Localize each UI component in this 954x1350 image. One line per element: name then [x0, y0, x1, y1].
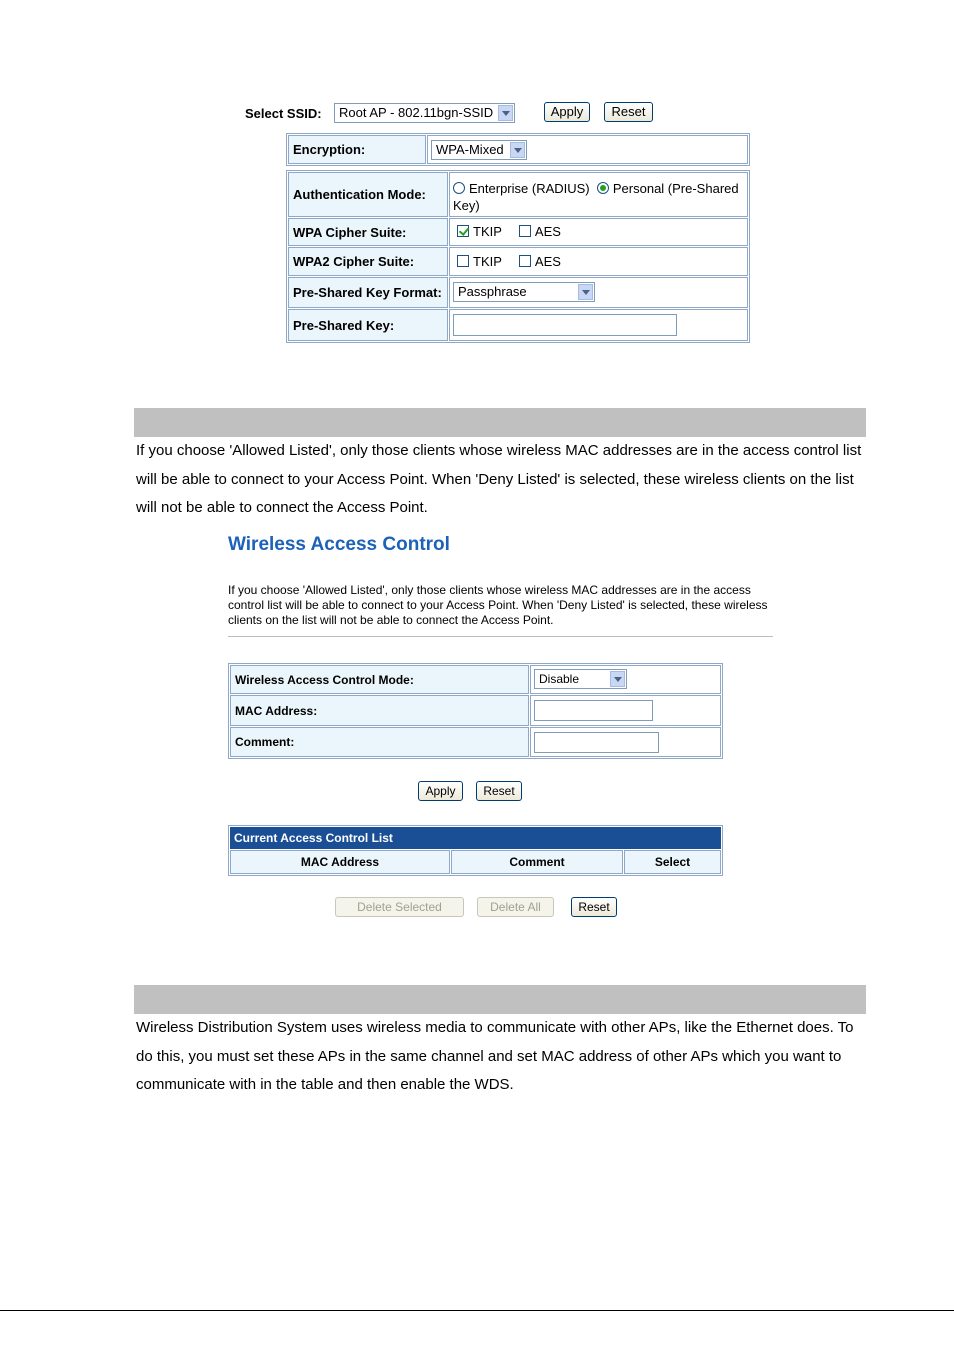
list-reset-button[interactable]: Reset: [571, 897, 617, 917]
psk-input[interactable]: [453, 314, 677, 336]
delete-selected-button[interactable]: Delete Selected: [335, 897, 464, 917]
section-header-bar: [134, 985, 866, 1014]
wpa-cipher-label: WPA Cipher Suite:: [288, 218, 448, 246]
access-control-paragraph: If you choose 'Allowed Listed', only those clients whose wireless MAC addresses are in the access control list will be able to connect to your Access Point. When 'Deny Listed' is selected, these wireless clients on the list will not be able to connect the Access Point.: [136, 442, 862, 516]
wac-mac-label: MAC Address:: [230, 695, 529, 726]
chevron-down-icon: [578, 284, 593, 300]
encryption-select-value: WPA-Mixed: [436, 142, 504, 157]
wpa2-tkip-checkbox[interactable]: [457, 255, 469, 267]
auth-mode-label: Authentication Mode:: [288, 172, 448, 217]
col-header-select: Select: [624, 850, 721, 874]
auth-mode-cell: [449, 172, 748, 217]
wpa-tkip-checkbox[interactable]: [457, 225, 469, 237]
psk-format-label: Pre-Shared Key Format:: [288, 277, 448, 308]
wpa-aes-label: AES: [534, 224, 561, 239]
wac-mode-label: Wireless Access Control Mode:: [230, 665, 529, 694]
auth-enterprise-label: Enterprise (RADIUS): [469, 181, 590, 196]
access-list-title: Current Access Control List: [230, 827, 721, 849]
wac-reset-button[interactable]: Reset: [476, 781, 522, 801]
wpa2-aes-checkbox[interactable]: [519, 255, 531, 267]
wpa2-cipher-label: WPA2 Cipher Suite:: [288, 247, 448, 276]
ssid-reset-button[interactable]: Reset: [604, 102, 653, 122]
wpa-tkip-label: TKIP: [473, 224, 502, 239]
auth-personal-label: Personal (Pre-Shared Key): [453, 181, 739, 213]
wpa-aes-checkbox[interactable]: [519, 225, 531, 237]
wpa2-aes-label: AES: [534, 254, 561, 269]
auth-enterprise-radio[interactable]: [453, 182, 465, 194]
ssid-select[interactable]: [334, 103, 515, 123]
chevron-down-icon: [510, 142, 525, 158]
delete-all-button[interactable]: Delete All: [477, 897, 554, 917]
wpa2-tkip-label: TKIP: [473, 254, 502, 269]
ssid-select-value: Root AP - 802.11bgn-SSID: [339, 105, 494, 120]
wac-comment-input[interactable]: [534, 732, 659, 753]
wac-mode-select[interactable]: [534, 669, 627, 689]
wds-paragraph: Wireless Distribution System uses wireless media to communicate with other APs, like the Ethernet does. To do this, you must set these APs in the same channel and set MAC address of other APs which you want to communicate with in the table and then enable the WDS.: [136, 1019, 854, 1093]
chevron-down-icon: [498, 105, 513, 121]
encryption-label: Encryption:: [288, 135, 426, 164]
wpa2-cipher-cell: [449, 247, 748, 276]
col-header-mac: MAC Address: [230, 850, 450, 874]
wac-title: Wireless Access Control: [228, 534, 450, 555]
auth-personal-radio[interactable]: [597, 182, 609, 194]
wac-mode-select-value: Disable: [539, 672, 580, 686]
wac-description: If you choose 'Allowed Listed', only those clients whose wireless MAC addresses are in the access control list will be able to connect to your Access Point. When 'Deny Listed' is selected, these wireless clients on the list will not be able to connect the Access Point.: [228, 583, 768, 627]
wac-comment-label: Comment:: [230, 727, 529, 757]
wpa-cipher-cell: [449, 218, 748, 246]
wac-divider: [228, 636, 773, 637]
psk-label: Pre-Shared Key:: [288, 309, 448, 341]
psk-format-select-value: Passphrase: [458, 284, 527, 299]
col-header-comment: Comment: [451, 850, 623, 874]
wac-mac-input[interactable]: [534, 700, 653, 721]
encryption-select[interactable]: [431, 140, 527, 160]
section-header-bar: [134, 408, 866, 437]
select-ssid-label: Select SSID:: [245, 106, 322, 121]
chevron-down-icon: [610, 671, 625, 687]
psk-format-select[interactable]: [453, 282, 595, 302]
page-footer-rule: [0, 1310, 954, 1311]
wac-apply-button[interactable]: Apply: [418, 781, 463, 801]
ssid-apply-button[interactable]: Apply: [544, 102, 590, 122]
